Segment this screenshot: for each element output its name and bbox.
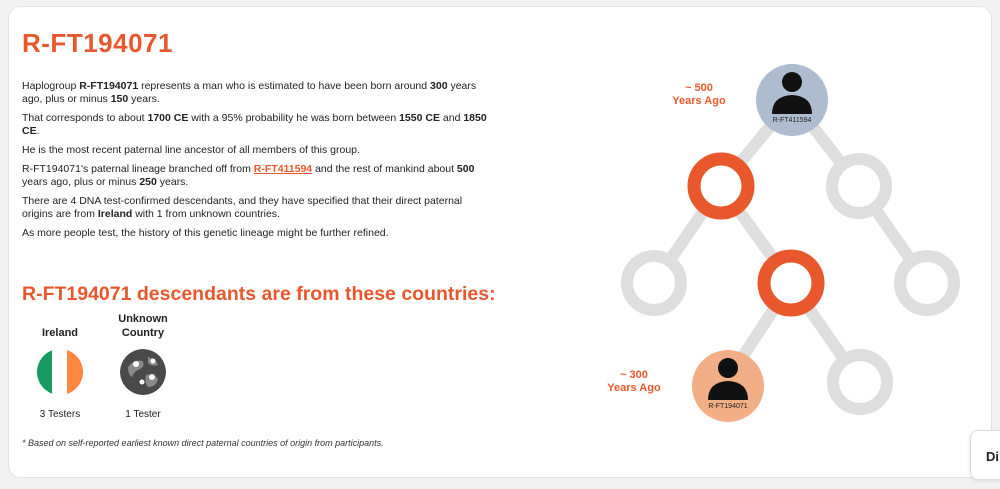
bottom-age-label: ~ 300 Years Ago [607, 369, 661, 394]
tree-node-empty [627, 256, 681, 310]
side-panel-button[interactable]: Di [970, 430, 1000, 480]
ireland-flag-icon [37, 349, 83, 395]
top-node-label: R-FT411594 [772, 117, 812, 124]
description-paragraph-5: There are 4 DNA test-confirmed descendants, and they have specified that their direct paternal origins are from Ireland with 1 from unknown countries. [22, 195, 463, 220]
country-name: Unknown Country [118, 313, 168, 339]
description-paragraph-1: Haplogroup R-FT194071 represents a man who is estimated to have been born around 300 years ago, plus or minus 150 years. [22, 80, 477, 105]
country-ireland [15, 310, 105, 420]
description-paragraph-2: That corresponds to about 1700 CE with a 95% probability he was born between 1550 CE and 1850 CE. [22, 112, 487, 137]
tester-count: 3 Testers [39, 409, 81, 420]
description-paragraph-3: He is the most recent paternal line ancestor of all members of this group. [22, 144, 360, 156]
tree-node-empty [833, 355, 887, 409]
countries-heading: R-FT194071 descendants are from these countries: [22, 283, 496, 305]
tree-branches [654, 100, 927, 382]
country-unknown [98, 310, 188, 420]
parent-haplogroup-link[interactable]: R-FT411594 [253, 163, 313, 175]
tester-count: 1 Tester [125, 409, 161, 420]
description [22, 80, 492, 246]
footnote: * Based on self-reported earliest known direct paternal countries of origin from participants. [22, 438, 384, 448]
bottom-node-label: R-FT194071 [708, 403, 748, 410]
tree-node-lineage [764, 256, 818, 310]
top-age-label: ~ 500 Years Ago [672, 82, 726, 107]
description-paragraph-6: As more people test, the history of this genetic lineage might be further refined. [22, 227, 389, 239]
country-name: Ireland [41, 327, 79, 339]
page-title: R-FT194071 [22, 28, 173, 58]
bottom-descendant-node[interactable] [692, 350, 764, 422]
tree-node-lineage [694, 159, 748, 213]
globe-pins-icon [120, 349, 166, 395]
tree-node-empty [900, 256, 954, 310]
tree-node-empty [832, 159, 886, 213]
top-ancestor-node[interactable] [756, 64, 828, 136]
description-paragraph-4: R-FT194071's paternal lineage branched off from R-FT411594 and the rest of mankind about 500 years ago, plus or minus 250 years. [22, 163, 475, 188]
